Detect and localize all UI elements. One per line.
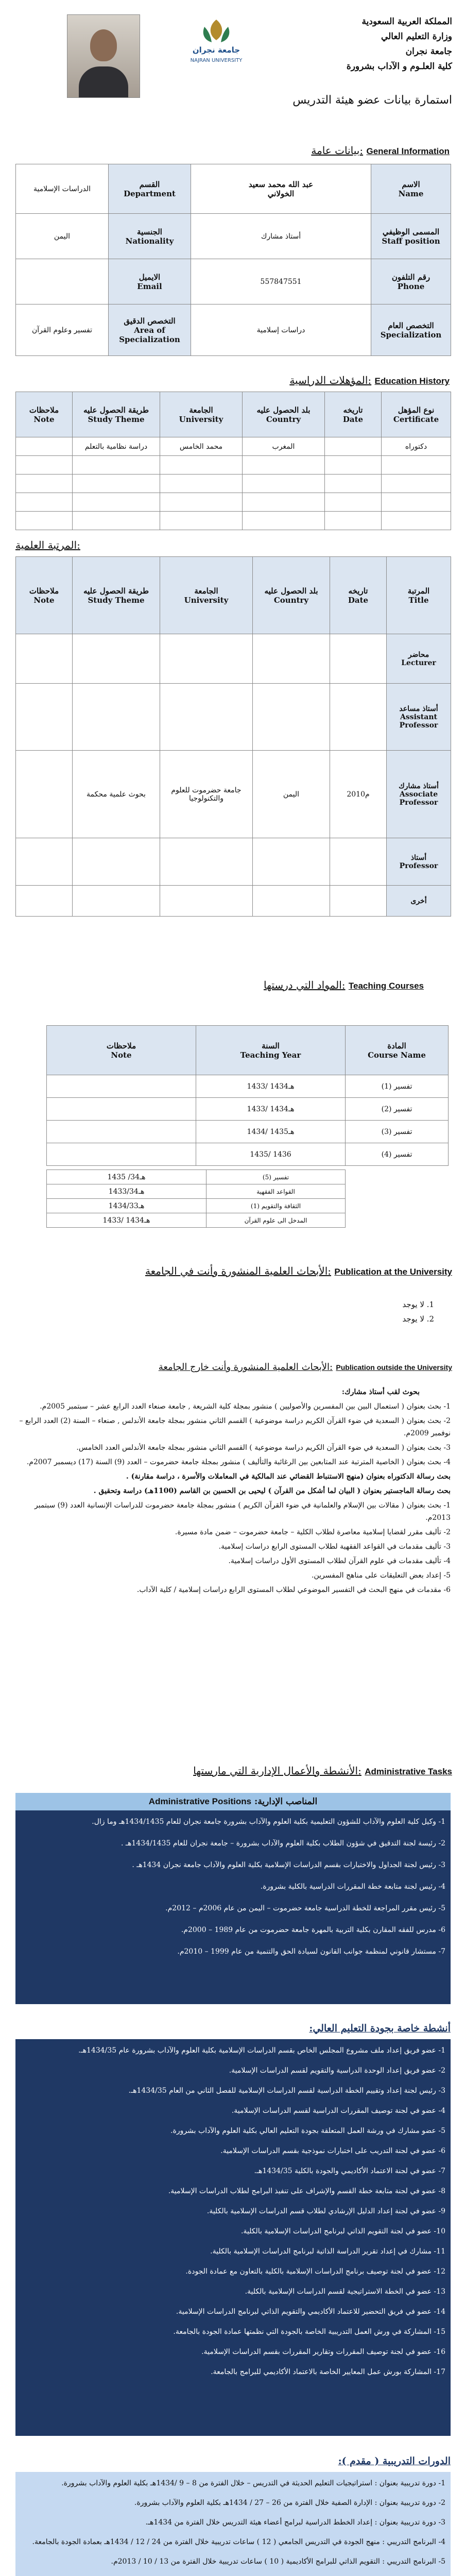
list-item: 3- تأليف مقدمات في القواعد الفقهية لطلاب المستوى الرابع دراسات إسلامية. <box>218 1543 451 1551</box>
course-cell: 1433/34هـ <box>47 1184 206 1199</box>
list-item: 6- مدرس للفقه المقارن بكلية التربية بالمهرة جامعة حضرموت من عام 1989 – 2000م. <box>181 1926 445 1934</box>
edu-cell: المغرب <box>243 437 325 456</box>
table-row <box>16 684 451 751</box>
pub-out-list <box>15 1386 451 1598</box>
list-item: 4- عضو في لجنة توصيف المقررات الدراسية لقسم الدراسات الإسلامية. <box>231 2107 445 2115</box>
name-value: عبد الله محمد سعيد الخولاني <box>191 164 371 214</box>
table-row <box>47 1098 449 1121</box>
rank-professor: أستاذ Professor <box>387 838 451 886</box>
rank-heading-ar: المرتبة العلمية: <box>15 539 80 551</box>
course-header-name: المادة Course Name <box>346 1026 449 1075</box>
quality-list <box>15 2039 451 2436</box>
course-cell: تفسير (2) <box>346 1098 449 1121</box>
general-info-heading-ar: بيانات عامة: <box>311 144 364 157</box>
list-item: 5- إعداد بعض التعليقات على مناهج المفسرين. <box>311 1571 451 1580</box>
edu-cell: دراسة نظامية بالتعلم <box>73 437 160 456</box>
pub-out-sub1: بحوث لقب أستاذ مشارك: <box>341 1388 420 1396</box>
table-row <box>16 838 451 886</box>
course-header-note: ملاحظات Note <box>47 1026 196 1075</box>
edu-cell <box>16 437 73 456</box>
table-row <box>47 1143 449 1166</box>
spec-value: دراسات إسلامية <box>191 304 371 356</box>
list-item: 15- المشاركة في ورش العمل التدريبية الخاصة بالجودة التي نظمتها عمادة الجودة بالجامعة. <box>173 2328 445 2336</box>
university-logo <box>178 15 255 67</box>
courses-header-row <box>47 1026 449 1075</box>
course-cell: المدخل الى علوم القرآن <box>206 1213 346 1228</box>
list-item: 2- رئيسة لجنة التدقيق في شؤون الطلاب بكلية العلوم والآداب بشرورة – جامعة نجران للعام 1434/1435هـ . <box>121 1839 445 1848</box>
rank-header-row <box>16 557 451 634</box>
rank-header-note: ملاحظات Note <box>16 557 73 634</box>
list-item: 3- دورة تدريبية بعنوان : إعداد الخطط الدراسية لبرامج أعضاء هيئة التدريس خلال الفترة من 1434هـ. <box>145 2518 445 2527</box>
education-heading-en: Education History <box>374 376 450 386</box>
courses-heading-ar: المواد التي درستها: <box>264 979 346 991</box>
rank-heading <box>15 539 80 551</box>
course-cell <box>47 1075 196 1098</box>
job-value: أستاذ مشارك <box>191 214 371 259</box>
table-row <box>47 1121 449 1143</box>
nationality-label: الجنسية Nationality <box>109 214 191 259</box>
list-item: 12- عضو في لجنة توصيف برنامج الدراسات الإسلامية بالكلية بالتعاون مع عمادة الجودة. <box>185 2267 445 2276</box>
list-item: 2- دورة تدريبية بعنوان : الإدارة الصفية خلال الفترة من 26 – 27 / 1434هـ بكلية العلوم والآداب بشرورة. <box>134 2499 445 2507</box>
general-info-heading-en: General Information <box>366 146 450 156</box>
list-item: 7- مستشار قانوني لمنظمة جوانب القانون لسيادة الحق والتنمية من عام 1999 – 2010م. <box>177 1947 445 1956</box>
education-table <box>15 392 451 530</box>
admin-heading-ar: الأنشطة والأعمال الإدارية التي مارستها: <box>193 1765 361 1777</box>
edu-header-note: ملاحظات Note <box>16 392 73 437</box>
edu-header-country: بلد الحصول عليه Country <box>243 392 325 437</box>
courses-extra-table <box>46 1170 346 1228</box>
table-row <box>16 634 451 684</box>
pub-out-sub2: بحث رسالة الدكتوراه بعنوان (منهج الاستنباط القضائي عند المالكية في المعاملات والأسرة ، دراسة مقارنة) . <box>126 1472 451 1481</box>
list-item: 2- تأليف مقرر لقضايا إسلامية معاصرة لطلاب الكلية – جامعة حضرموت – ضمن مادة مسيرة. <box>175 1528 451 1536</box>
course-cell: 1434/ 1435هـ <box>196 1121 346 1143</box>
rank-header-theme: طريقة الحصول عليه Study Theme <box>73 557 160 634</box>
pub-out-heading-ar: الأبحاث العلمية المنشورة وأنت خارج الجامعة: <box>158 1362 333 1372</box>
pub-in-heading-ar: الأبحاث العلمية المنشورة وأنت في الجامعة: <box>145 1265 332 1277</box>
admin-heading <box>193 1765 452 1777</box>
admin-bar-en: Administrative Positions <box>148 1797 252 1806</box>
course-cell: القواعد الفقهية <box>206 1184 346 1199</box>
general-info-heading <box>311 144 450 157</box>
table-row <box>16 751 451 838</box>
general-row-position <box>16 214 451 259</box>
area-value: تفسير وعلوم القرآن <box>16 304 109 356</box>
edu-cell <box>325 437 382 456</box>
email-value <box>16 259 109 304</box>
photo-head <box>90 29 117 61</box>
course-cell: تفسير (5) <box>206 1170 346 1184</box>
list-item: 13- عضو في الخطة الاستراتيجية لقسم الدراسات الإسلامية بالكلية. <box>245 2287 445 2296</box>
list-item: 1- وكيل كلية العلوم والآداب للشؤون التعليمية بكلية العلوم والآداب بشرورة جامعة نجران للعام 1434/1435هـ وما زال. <box>92 1818 445 1826</box>
faculty-photo <box>67 14 140 98</box>
rank-header-country: بلد الحصول عليه Country <box>253 557 330 634</box>
list-item: 2. لا يوجد <box>402 1314 434 1324</box>
pub-in-heading <box>145 1265 452 1277</box>
list-item: 6- عضو في لجنة التدريب على اختبارات نموذجية بقسم الدراسات الإسلامية. <box>220 2147 445 2155</box>
header-line-college: كلية العلـوم و الآداب بشرورة <box>346 61 452 72</box>
list-item: 17- المشاركة بورش عمل المعايير الخاصة بالاعتماد الأكاديمي للبرامج بالجامعة. <box>211 2368 445 2376</box>
list-item: 7- عضو في لجنة الاعتماد الأكاديمي والجودة بالكلية 1434/35هـ. <box>254 2167 445 2175</box>
general-row-spec <box>16 304 451 356</box>
header-line-university: جامعة نجران <box>405 46 452 57</box>
education-heading-ar: المؤهلات الدراسية: <box>289 374 372 386</box>
header-titles <box>267 14 452 74</box>
edu-header-date: تاريخه Date <box>325 392 382 437</box>
table-row <box>16 456 451 474</box>
spec-label: التخصص العام Specialization <box>371 304 451 356</box>
rank-header-university: الجامعة University <box>160 557 253 634</box>
rank-cell <box>16 751 73 838</box>
list-item: 5- عضو مشارك في ورشة العمل المتعلقة بجودة التعليم العالي بكلية العلوم والآداب بشرورة. <box>170 2127 445 2135</box>
list-item: 1- بحث بعنوان ( استعمال البين بين المفسرين والأصوليين ) منشور بمجلة كلية الشريعة , جامعة صنعاء العدد الرابع عشر – سبتمبر 2005م. <box>40 1402 451 1411</box>
admin-positions-bar <box>15 1793 451 1810</box>
logo-emblem-icon <box>178 15 255 67</box>
list-item: 1- عضو فريق إعداد ملف مشروع المجلس الخاص بقسم الدراسات الإسلامية بكلية العلوم والآداب بشرورة عام 1434/35هـ. <box>78 2046 445 2055</box>
course-cell: 1433/ 1434هـ <box>196 1098 346 1121</box>
logo-english-text: NAJRAN UNIVERSITY <box>190 58 243 63</box>
list-item: 16- عضو في لجنة توصيف المقررات وتقارير المقررات بقسم الدراسات الإسلامية. <box>201 2348 445 2356</box>
rank-associate: أستاذ مشارك Associate Professor <box>387 751 451 838</box>
rank-assistant: أستاذ مساعد Assistant Professor <box>387 684 451 751</box>
courses-heading-en: Teaching Courses <box>348 981 424 991</box>
table-row <box>47 1170 346 1184</box>
list-item: 1- بحث بعنوان ( مقالات بين الإسلام والعلمانية في ضوء القرآن الكريم ) منشور بمجلة جامعة حضرموت للدراسات الإنسانية العدد (9) سبتمبر 2013م. <box>35 1501 451 1522</box>
form-title: استمارة بيانات عضو هيئة التدريس <box>292 94 452 107</box>
rank-header-title: المرتبة Title <box>387 557 451 634</box>
form-header <box>0 5 465 113</box>
dept-value: الدراسات الإسلامية <box>16 164 109 214</box>
logo-arabic-text: جامعة نجران <box>192 45 240 55</box>
list-item: 5- البرنامج التدريبي : التقويم الذاتي للبرامج الأكاديمية ( 10 ) ساعات تدريبية خلال الفترة من 13 / 10 / 2013م. <box>111 2557 445 2566</box>
dept-label: القسم Department <box>109 164 191 214</box>
edu-cell: دكتوراه <box>382 437 451 456</box>
table-row <box>47 1075 449 1098</box>
table-row <box>16 493 451 512</box>
table-row <box>16 474 451 493</box>
rank-other: أخرى <box>387 886 451 917</box>
rank-cell: بحوث علمية محكمة <box>73 751 160 838</box>
course-cell: 1435/ 1436 <box>196 1143 346 1166</box>
course-cell: 1433/ 1434هـ <box>47 1213 206 1228</box>
course-cell: تفسير (4) <box>346 1143 449 1166</box>
course-cell: 1435 /34هـ <box>47 1170 206 1184</box>
list-item: 3- رئيس لجنة الجداول والاختبارات بقسم الدراسات الإسلامية بكلية العلوم والآداب جامعة نجران 1434هـ . <box>132 1861 445 1869</box>
email-label: الايميل Email <box>109 259 191 304</box>
area-label: التخصص الدقيق Area of Specialization <box>109 304 191 356</box>
admin-heading-en: Administrative Tasks <box>365 1767 452 1776</box>
list-item: 2- عضو فريق إعداد الوحدة الدراسية والتقويم لقسم الدراسات الإسلامية. <box>229 2066 445 2075</box>
table-row <box>47 1213 346 1228</box>
edu-header-university: الجامعة University <box>160 392 243 437</box>
course-cell: تفسير (1) <box>346 1075 449 1098</box>
list-item: 3- رئيس لجنة إعداد وتقييم الخطة الدراسية لقسم الدراسات الإسلامية للفصل الثاني من العام 1434/35هـ. <box>128 2087 445 2095</box>
list-item: 6- مقدمات في منهج البحث في التفسير الموضوعي لطلاب المستوى الرابع دراسات إسلامية / كلية الآداب. <box>136 1586 451 1594</box>
phone-label: رقم التلفون Phone <box>371 259 451 304</box>
education-heading <box>289 374 450 386</box>
rank-header-date: تاريخه Date <box>330 557 387 634</box>
header-line-kingdom: المملكة العربية السعودية <box>361 16 452 27</box>
table-row <box>47 1199 346 1213</box>
training-list <box>15 2472 451 2576</box>
education-header-row <box>16 392 451 437</box>
course-cell: تفسير (3) <box>346 1121 449 1143</box>
courses-table <box>46 1025 449 1166</box>
list-item: 4- بحث بعنوان ( الخاصية المترتبة عند المتابعين بين الرغائبة والتأليف ) منشور بمجلة جامعة حضرموت – العدد (9) السنة (17) ديسمبر 2007م. <box>26 1458 451 1466</box>
course-header-year: السنة Teaching Year <box>196 1026 346 1075</box>
training-heading: الدورات التدريبية ( مقدم ): <box>15 2452 451 2470</box>
general-row-name <box>16 164 451 214</box>
rank-cell: جامعة حضرموت للعلوم والتكنولوجيا <box>160 751 253 838</box>
name-label: الاسم Name <box>371 164 451 214</box>
course-cell: الثقافة والتقويم (1) <box>206 1199 346 1213</box>
list-item: 4- رئيس لجنة متابعة خطة المقررات الدراسية بالكلية بشرورة. <box>260 1883 445 1891</box>
pub-in-list <box>280 1298 434 1327</box>
job-label: المسمى الوظيفي Staff position <box>371 214 451 259</box>
list-item: 10- عضو في لجنة التقويم الذاتي لبرنامج الدراسات الإسلامية بالكلية. <box>240 2227 445 2235</box>
pub-in-heading-en: Publication at the University <box>334 1267 452 1277</box>
course-cell <box>47 1121 196 1143</box>
general-info-table <box>15 164 451 356</box>
rank-lecturer: محاضر Lecturer <box>387 634 451 684</box>
header-line-ministry: وزارة التعليم العالي <box>381 31 452 42</box>
list-item: 5- رئيس مقرر المراجعة للخطة الدراسية جامعة حضرموت – اليمن من عام 2006م – 2012م. <box>165 1904 445 1912</box>
course-cell <box>47 1098 196 1121</box>
table-row <box>16 886 451 917</box>
admin-positions-list <box>15 1810 451 2004</box>
general-row-contact <box>16 259 451 304</box>
list-item: 14- عضو في فريق التحضير للاعتماد الأكاديمي والتقويم الذاتي لبرنامج الدراسات الإسلامية. <box>176 2308 445 2316</box>
list-item: 3- بحث بعنوان ( السعدية في ضوء القرآن الكريم دراسة موضوعية ) القسم الثاني منشور بمجلة جامعة الأندلس العدد الخامس. <box>76 1444 451 1452</box>
rank-table <box>15 556 451 917</box>
rank-cell: 2010م <box>330 751 387 838</box>
pub-out-heading-en: Publication outside the University <box>336 1363 452 1371</box>
photo-body <box>79 66 128 97</box>
table-row <box>16 512 451 530</box>
list-item: 8- عضو في لجنة متابعة خطة القسم والإشراف على تنفيذ البرامج لطلاب الدراسات الإسلامية. <box>168 2187 445 2195</box>
edu-cell: محمد الخامس <box>160 437 243 456</box>
admin-bar-ar: المناصب الإدارية: <box>254 1797 318 1807</box>
edu-header-theme: طريقة الحصول عليه Study Theme <box>73 392 160 437</box>
list-item: 1- دورة تدريبية بعنوان : استراتيجيات التعليم الحديثة في التدريس – خلال الفترة من 8 – 9 /1434هـ بكلية العلوم والآداب بشرورة. <box>61 2479 445 2487</box>
list-item: 2- بحث بعنوان ( السعدية في ضوء القرآن الكريم دراسة موضوعية ) القسم الثاني منشور بمجلة جامعة الأندلس , صنعاء – السنة (2) العدد الرابع – نوفمبر 2009م. <box>19 1417 451 1437</box>
table-row <box>47 1184 346 1199</box>
course-cell <box>47 1143 196 1166</box>
course-cell: 1434/33هـ <box>47 1199 206 1213</box>
nationality-value: اليمن <box>16 214 109 259</box>
courses-heading <box>264 979 424 991</box>
edu-header-certificate: نوع المؤهل Certificate <box>382 392 451 437</box>
list-item: 11- مشارك في إعداد تقرير الدراسة الذاتية لبرنامج الدراسات الإسلامية بالكلية. <box>210 2247 445 2256</box>
table-row <box>16 437 451 456</box>
list-item: 4- البرنامج التدريبي : منهج الجودة في التدريس الجامعي ( 12 ) ساعات تدريبية خلال الفترة من 24 / 12 / 1434هـ بعمادة الجودة بالجامعة. <box>32 2538 445 2546</box>
rank-cell: اليمن <box>253 751 330 838</box>
list-item: 1. لا يوجد <box>402 1300 434 1309</box>
pub-out-heading <box>159 1360 452 1372</box>
course-cell: 1433/ 1434هـ <box>196 1075 346 1098</box>
list-item: 4- تأليف مقدمات في علوم القرآن لطلاب المستوى الأول دراسات إسلامية. <box>228 1557 451 1565</box>
quality-heading: أنشطة خاصة بجودة التعليم العالي: <box>15 2020 451 2037</box>
pub-out-sub3: بحث رسالة الماجستير بعنوان ( البيان لما أشكل من القرآن ) ليحيى بن الحسين بن القاسم (1100هـ) دراسة وتحقيق . <box>93 1487 451 1495</box>
phone-value: 557847551 <box>191 259 371 304</box>
list-item: 9- عضو في لجنة إعداد الدليل الإرشادي لطلاب قسم الدراسات الإسلامية بالكلية. <box>206 2207 445 2215</box>
